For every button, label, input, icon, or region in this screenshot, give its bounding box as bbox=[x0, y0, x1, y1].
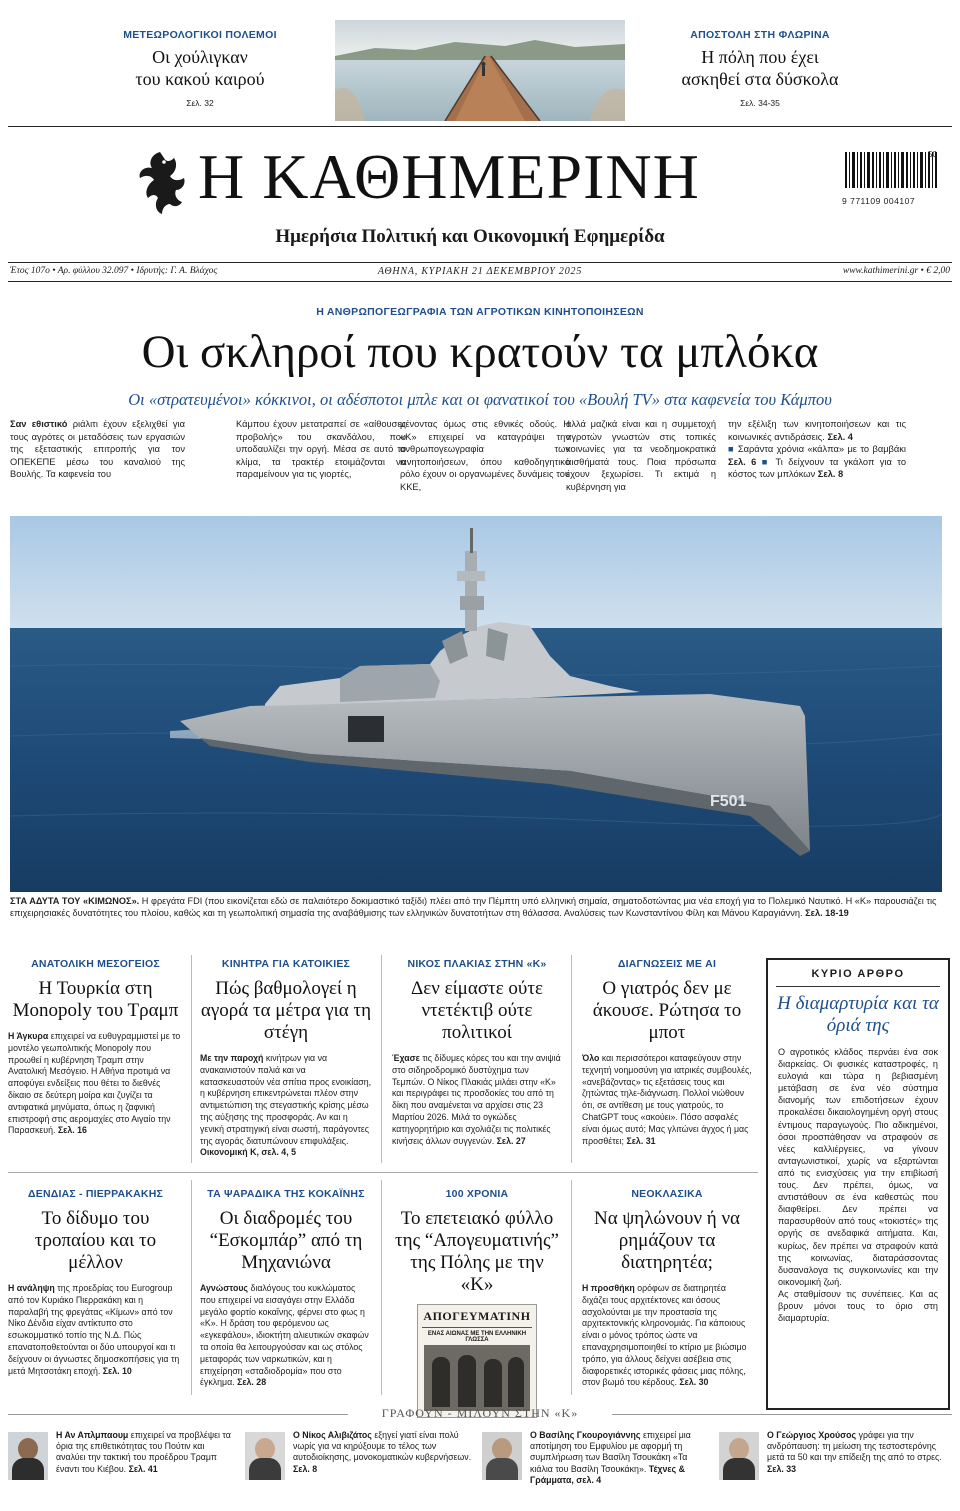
dateline-bottom-rule bbox=[8, 281, 952, 282]
lead-col-4: αλλά μαζικά είναι και η συμμετοχή αγροτών γνωστών στις τοπικές κοινωνίες για τα νεοδημοκρατικά αισθήματά τους. Ποια πρόσωπα έχουν ξεχωρίσει. Τι εκτιμά η κυβέρνηση για bbox=[566, 419, 716, 492]
teaser-right-page: Σελ. 34-35 bbox=[740, 98, 780, 108]
hull-number: F501 bbox=[710, 793, 747, 810]
teaser-right[interactable] bbox=[660, 29, 860, 108]
card-centennial-title: Το επετειακό φύλλο της “Απογευματινής” της Πόλης με την «Κ» bbox=[395, 1208, 559, 1295]
lead-col-1-text: ριάλιτι έχουν εξελιχθεί για τους αγρότες οι μεταδόσεις των εργασιών της εξεταστικής επιτροπής για τον ΟΠΕΚΕΠΕ μέσω του καναλιού της Βουλής. Τα καφενεία του bbox=[10, 419, 185, 480]
writer-item[interactable] bbox=[8, 1430, 240, 1484]
dateline-top-rule bbox=[8, 262, 952, 263]
card-dendias-kicker: ΔΕΝΔΙΑΣ - ΠΙΕΡΡΑΚΑΚΗΣ bbox=[28, 1188, 163, 1200]
divider bbox=[381, 955, 382, 1163]
card-turkey-body: Η Άγκυρα επιχειρεί να ευθυγραμμιστεί με το μοντέλο γεωπολιτικής Monopoly που προωθεί η κυβέρνηση Τραμπ στην Ανατολική Μεσόγειο. Η Αθήνα προτιμά να αποφύγει ενδείξεις που θέτει το διεθνές δίκαιο σε δεύτερη μοίρα και ζυγίζει τα αντιφατικά μηνύματα, όπως η ζαφνική επιστροφή στις αερομαχίες στο Αιγαίο την Παρασκευή. Σελ. 16 bbox=[8, 1031, 181, 1136]
barcode-issue: 50 bbox=[928, 150, 937, 159]
lead-col-5-text: την εξέλιξη των κινητοποιήσεων και τις κοινωνικές αντιδράσεις. bbox=[728, 419, 906, 442]
card-plakias-title: Δεν είμαστε ούτε ντετέκτιβ ούτε πολιτικοί bbox=[411, 978, 543, 1043]
card-plakias-kicker: ΝΙΚΟΣ ΠΛΑΚΙΑΣ ΣΤΗΝ «Κ» bbox=[407, 958, 547, 970]
mini-newspaper-image bbox=[417, 1304, 537, 1418]
caption-lead: ΣΤΑ ΑΔΥΤΑ ΤΟΥ «ΚΙΜΩΝΟΣ». bbox=[10, 896, 140, 906]
card-ai[interactable] bbox=[582, 958, 752, 1147]
writer-text: Ο Νίκος Αλιβιζάτος εξηγεί γιατί είναι πολύ νωρίς για να κηρύξουμε το τέλος των αυτοδιοίκησης, μονοκοματικών κυβερνήσεων. Σελ. 8 bbox=[293, 1430, 472, 1474]
card-turkey[interactable] bbox=[8, 958, 183, 1137]
divider bbox=[571, 1180, 572, 1395]
dateline-left: Έτος 107ο • Αρ. φύλλου 32.097 • Ιδρυτής: Γ. Α. Βλάχος bbox=[10, 266, 218, 276]
writer-avatar bbox=[8, 1432, 48, 1480]
griffin-icon bbox=[130, 148, 190, 218]
teaser-left-page: Σελ. 32 bbox=[186, 98, 214, 108]
card-plakias-body: Έχασε τις δίδυμες κόρες του και την ανιψιά στο σιδηροδρομικό δυστύχημα των Τεμπών. Ο Νίκος Πλακιάς μιλάει στην «Κ» και περιγράφει τις προσδοκίες του από τη δίκη που αναμένεται να αρχίσει στις 23 Μαρτίου 2026. Μιλά το ογκώδες κατηγορητήριο και σχολιάζει τις πολιτικές κινήσεις άλλων συγγενών. Σελ. 27 bbox=[392, 1053, 561, 1146]
writers-label: ΓΡΑΦΟΥΝ - ΜΙΛΟΥΝ ΣΤΗΝ «Κ» bbox=[381, 1406, 579, 1420]
writers-rule-right bbox=[612, 1414, 952, 1415]
card-housing-kicker: ΚΙΝΗΤΡΑ ΓΙΑ ΚΑΤΟΙΚΙΕΣ bbox=[221, 958, 351, 970]
mini-paper-headline: ΕΝΑΣ ΑΙΩΝΑΣ ΜΕ ΤΗΝ ΕΛΛΗΝΙΚΗ ΓΛΩΣΣΑ bbox=[427, 1331, 527, 1343]
card-ai-title: Ο γιατρός δεν με άκουσε. Ρώτησα το μποτ bbox=[592, 978, 742, 1043]
frigate-image bbox=[10, 516, 942, 892]
lead-col-1 bbox=[10, 418, 185, 481]
card-neoclassical-title: Να ψηλώνουν ή να ρημάζουν τα διατηρητέα; bbox=[593, 1208, 741, 1273]
writer-avatar bbox=[245, 1432, 285, 1480]
row-divider bbox=[8, 1172, 758, 1173]
card-dendias-title: Το δίδυμο του τροπαίου και το μέλλον bbox=[34, 1208, 157, 1273]
writer-item[interactable] bbox=[482, 1430, 714, 1484]
card-housing-title: Πώς βαθμολογεί η αγορά τα μέτρα για τη στέγη bbox=[200, 978, 372, 1043]
lead-bullet-1: Σαράντα χρόνια «κάλπα» με το βαμβάκι bbox=[737, 444, 906, 455]
card-ai-kicker: ΔΙΑΓΝΩΣΕΙΣ ΜΕ AI bbox=[617, 958, 717, 970]
teaser-left-kicker: ΜΕΤΕΩΡΟΛΟΓΙΚΟΙ ΠΟΛΕΜΟΙ bbox=[123, 29, 277, 41]
bullet-icon: ■ bbox=[761, 456, 771, 467]
card-centennial-kicker: 100 ΧΡΟΝΙΑ bbox=[445, 1188, 509, 1200]
card-dendias[interactable] bbox=[8, 1188, 183, 1377]
card-cocaine-kicker: ΤΑ ΨΑΡΑΔΙΚΑ ΤΗΣ ΚΟΚΑΪΝΗΣ bbox=[207, 1188, 365, 1200]
lead-col-3: μένοντας όμως στις εθνικές οδούς. Η «Κ» επιχειρεί να καταγράψει την ανθρωπογεωγραφία των κινητοποιήσεων, όπου καθοδηγητικό ρόλο έχουν οι οργανωμένες δυνάμεις του ΚΚΕ, bbox=[400, 419, 570, 492]
lead-bullet-2: Τι δείχνουν τα γκάλοπ για το κόστος των μπλόκων bbox=[728, 456, 906, 480]
lead-col-5 bbox=[728, 418, 906, 481]
lead-bullet-2-ref[interactable]: Σελ. 8 bbox=[817, 469, 844, 480]
divider bbox=[381, 1180, 382, 1395]
writer-text: Ο Βασίλης Γκουρογιάννης επιχειρεί μια αποτίμηση του Εμφυλίου με αφορμή τη συμπλήρωση των Βασίλη Τσουκάκη «Τα κιάλια του Βασίλη Τσουκάκη». Τέχνες & Γράμματα, σελ. 4 bbox=[530, 1430, 691, 1485]
teaser-left-title-1: Οι χούλιγκαν bbox=[152, 47, 248, 67]
dateline-right[interactable]: www.kathimerini.gr • € 2,00 bbox=[842, 266, 950, 276]
card-plakias[interactable] bbox=[392, 958, 562, 1147]
griffin-logo bbox=[130, 148, 190, 218]
card-housing-body: Με την παροχή κινήτρων για να ανακαινιστούν παλιά και να κατασκευαστούν νέα σπίτια προς ενοικίαση, η κυβέρνηση επικεντρώνεται πλέον στην αντιμετώπιση της στεγαστικής κρίσης μέσω της αύξησης της προσφοράς. Αν και η γενική στρατηγική είναι σωστή, παράγοντες της αγοράς διατυπώνουν επιφυλάξεις. Οικονομική Κ, σελ. 4, 5 bbox=[200, 1053, 372, 1158]
card-dendias-body: Η ανάληψη της προεδρίας του Eurogroup από τον Κυριάκο Πιερρακάκη και η παραλαβή της φρεγάτας «Κίμων» από τον Νίκο Δένδια είχαν αντίκτυπο στο εσωκομματικό τοπίο της Ν.Δ. Πώς επανατοποθετούνται οι δύο υπουργοί και τι δείχνουν οι άγνωστες δημοσκοπήσεις για τη μετά Μητσοτάκη εποχή. Σελ. 10 bbox=[8, 1283, 180, 1376]
card-turkey-title: Η Τουρκία στη Monopoly του Τραμπ bbox=[12, 978, 179, 1021]
top-divider bbox=[8, 126, 952, 127]
masthead-subtitle: Ημερήσια Πολιτική και Οικονομική Εφημερίδα bbox=[275, 226, 665, 247]
card-neoclassical-kicker: ΝΕΟΚΛΑΣΙΚΑ bbox=[631, 1188, 703, 1200]
lead-col-1-lead: Σαν εθιστικό bbox=[10, 419, 68, 429]
editorial-title: Η διαμαρτυρία και τα όριά της bbox=[777, 993, 939, 1036]
divider bbox=[191, 1180, 192, 1395]
editorial-body-2: Ας σταθμίσουν τις συνέπειες. Και ας βρουν μόνοι τους το όριο στη διαμαρτυρία. bbox=[778, 1288, 938, 1324]
card-neoclassical-body: Η προσθήκη ορόφων σε διατηρητέα διχάζει τους αρχιτέκτονες και όσους ασχολούνται με την προστασία της αρχιτεκτονικής κληρονομιάς. Για κάποιους είναι ο μόνος τρόπος ώστε να επαναχρησιμοποιηθεί το κτίριο με βιώσιμο τρόπο, για άλλους δείχνει ασέβεια στις διαφορετικές ιστορικές φάσεις μιας πόλης, στον βωμό του κέρδους. Σελ. 30 bbox=[582, 1283, 747, 1388]
bullet-icon: ■ bbox=[728, 444, 735, 455]
lead-col-2: Κάμπου έχουν μετατραπεί σε «αίθουσες προβολής» του σκανδάλου, που υποδαυλίζει την οργή. Μέσα σε αυτό το κλίμα, τα τρακτέρ ετοιμάζονται να παραμείνουν για τις γιορτές, bbox=[236, 419, 406, 480]
barcode-number: 9 771109 004107 bbox=[842, 196, 916, 206]
card-neoclassical[interactable] bbox=[582, 1188, 752, 1389]
writer-avatar bbox=[719, 1432, 759, 1480]
photo-caption bbox=[10, 896, 945, 919]
card-housing[interactable] bbox=[200, 958, 372, 1159]
caption-ref[interactable]: Σελ. 18-19 bbox=[805, 907, 849, 918]
lake-jetty-image bbox=[335, 20, 625, 121]
card-ai-body: Όλο και περισσότεροι καταφεύγουν στην τεχνητή νοημοσύνη για ιατρικές συμβουλές, «ανεβάζοντας» τις εξετάσεις τους και ζητώντας τηλε-διάγνωση. Πολλοί νιώθουν ότι, σε αντίθεση με τους γιατρούς, το ChatGPT τους «ακούει». Πόσο ασφαλές είναι όμως αυτό; Μας γλιτώνει άγχος ή μας προσθέτει; Σελ. 31 bbox=[582, 1053, 752, 1146]
caption-text: Η φρεγάτα FDI (που εικονίζεται εδώ σε παλαιότερο δοκιμαστικό ταξίδι) πλέει από την Πέμπτη υπό ελληνική σημαία, σηματοδοτώντας μια νέα εποχή για το Πολεμικό Ναυτικό. Η «Κ» παρουσιάζει τις επιχειρησιακές δυνατότητες του πλοίου, καθώς και τη γεωπολιτική σημασία της αναβάθμισης των ελληνικών δυνατοτήτων στη θάλασσα. Αναλύσεις των Κωνσταντίνου Φίλη και Μάνου Καραγιάννη. bbox=[10, 896, 937, 918]
divider bbox=[191, 955, 192, 1163]
writer-item[interactable] bbox=[719, 1430, 951, 1484]
mini-paper-name: ΑΠΟΓΕΥΜΑΤΙΝΗ bbox=[423, 1309, 531, 1323]
lead-kicker: Η ΑΝΘΡΩΠΟΓΕΩΓΡΑΦΙΑ ΤΩΝ ΑΓΡΟΤΙΚΩΝ ΚΙΝΗΤΟΠΟΙΗΣΕΩΝ bbox=[316, 306, 644, 318]
editorial-kicker: ΚΥΡΙΟ ΑΡΘΡΟ bbox=[811, 968, 905, 980]
writer-text: Η Αν Απλμπαουμ επιχειρεί να προβλέψει τα όρια της επιθετικότητας του Πούτιν και αναλύει την τακτική του προέδρου Τραμπ έναντι του Κιέβου. Σελ. 41 bbox=[56, 1430, 231, 1474]
writers-rule-left bbox=[8, 1414, 348, 1415]
teaser-right-title-2: ασκηθεί στα δύσκολα bbox=[681, 69, 839, 89]
lead-bullet-1-ref[interactable]: Σελ. 6 bbox=[728, 456, 757, 467]
teaser-left[interactable] bbox=[100, 29, 300, 108]
card-turkey-kicker: ΑΝΑΤΟΛΙΚΗ ΜΕΣΟΓΕΙΟΣ bbox=[31, 958, 160, 970]
lead-col-5-ref[interactable]: Σελ. 4 bbox=[827, 431, 853, 442]
card-centennial[interactable] bbox=[392, 1188, 562, 1418]
dateline-center: ΑΘΗΝΑ, ΚΥΡΙΑΚΗ 21 ΔΕΚΕΜΒΡΙΟΥ 2025 bbox=[377, 266, 583, 277]
writer-text: Ο Γεώργιος Χρούσος γράφει για την ανδρόπαυση: τη μείωση της τεστοστερόνης μετά τα 50 και την επίδειξη της από το στρες. Σελ. 33 bbox=[767, 1430, 942, 1474]
editorial-box[interactable] bbox=[766, 958, 950, 1410]
writer-item[interactable] bbox=[245, 1430, 477, 1484]
teaser-right-title-1: Η πόλη που έχει bbox=[701, 47, 819, 67]
masthead-title[interactable]: Η ΚΑΘΗΜΕΡΙΝΗ bbox=[198, 141, 700, 212]
editorial-body-1: Ο αγροτικός κλάδος περνάει ένα σοκ διαρκείας. Οι φυσικές καταστροφές, η ευλογιά και τώρα η βεβιασμένη μετάβαση σε ένα νέο σύστημα διανομής των επιδοτήσεων έχουν προκαλέσει δικαιολογημένη οργή στους έντιμους παραγωγούς. Πιο αδικημένοι, όσοι προσπάθησαν να στραφούν σε νέες καλλιέργειες, να γίνουν ανταγωνιστικοί, χωρίς να εξαρτώνται από τις ενισχύσεις για την επιβίωσή τους. Δεν πρέπει, όμως, να αντιστάθουν σε ένα καθεστώς που διαφθείρει. Δεν πρέπει να παρασυρθούν από τους «τοκιστές» της οργής σε ανεδαφικά αιτήματα. Και, κυρίως, δεν πρέπει να στραφούν κατά της κοινωνίας, διαταράσσοντας δυσαναλογα τις συγκοινωνίες και την οικονομική ζωή. bbox=[778, 1047, 938, 1287]
teaser-right-kicker: ΑΠΟΣΤΟΛΗ ΣΤΗ ΦΛΩΡΙΝΑ bbox=[690, 29, 830, 41]
lead-headline[interactable]: Οι σκληροί που κρατούν τα μπλόκα bbox=[141, 326, 819, 378]
teaser-left-title-2: του κακού καιρού bbox=[135, 69, 265, 89]
card-cocaine-title: Οι διαδρομές του “Εσκομπάρ” από τη Μηχανιώνα bbox=[209, 1208, 363, 1273]
divider bbox=[571, 955, 572, 1163]
writer-avatar bbox=[482, 1432, 522, 1480]
lead-deck: Οι «στρατευμένοι» κόκκινοι, οι αδέσποτοι μπλε και οι φανατικοί του «Βουλή TV» στα καφενεία του Κάμπου bbox=[128, 390, 832, 409]
card-cocaine[interactable] bbox=[200, 1188, 372, 1389]
frigate-photo[interactable] bbox=[10, 516, 942, 892]
teaser-photo[interactable] bbox=[335, 20, 625, 121]
card-cocaine-body: Αγνώστους διαλόγους του κυκλώματος που επιχειρεί να εισαγάγει στην Ελλάδα μεγάλο φορτίο κοκαΐνης, φέρνει στο φως η «Κ». Η δράση του φερόμενου ως «εγκεφάλου», ιδιοκτήτη αλιευτικών σκαφών τα οποία θα λειτουργούσαν και ως στόλος μεταφοράς των ναρκωτικών, και η επιχείρηση «σταδιοδρομία» που στο έγκλημα. Σελ. 28 bbox=[200, 1283, 369, 1388]
